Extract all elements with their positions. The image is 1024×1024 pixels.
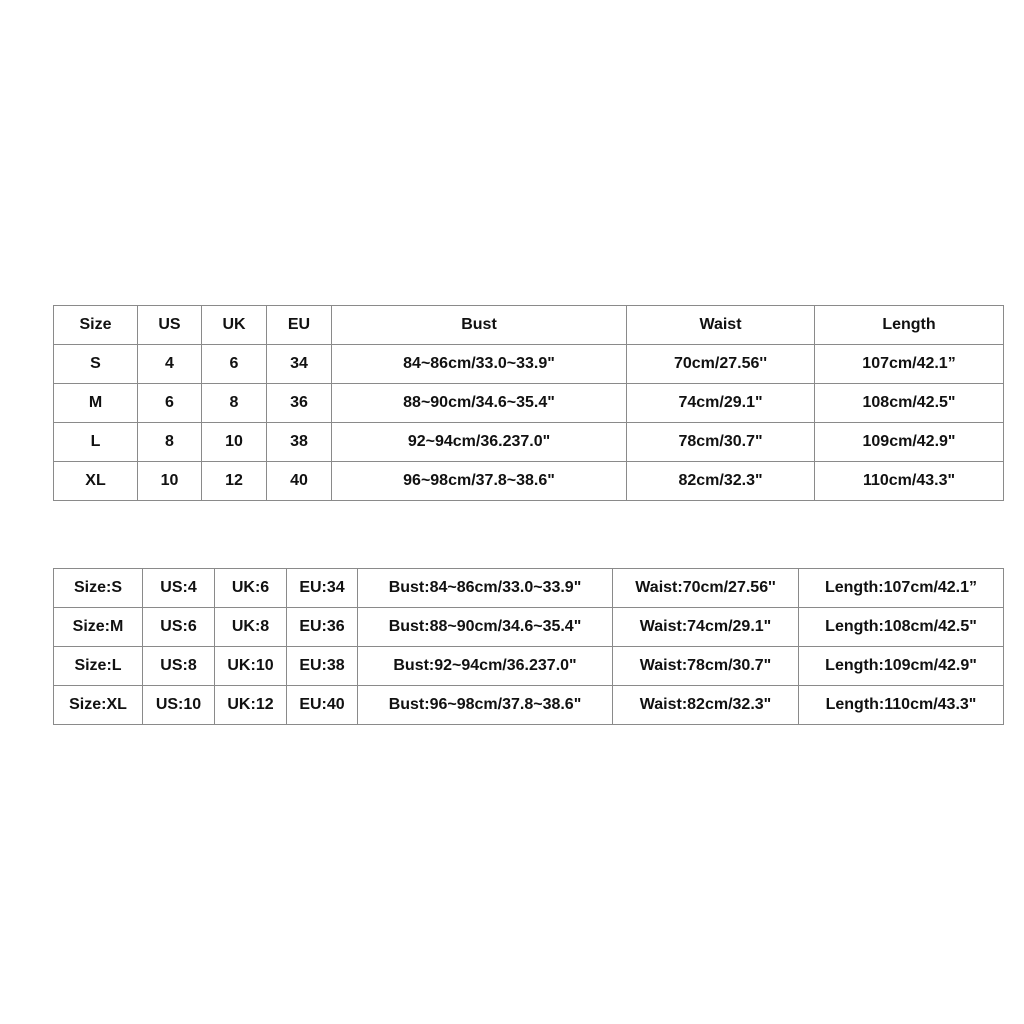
cell-length: Length:108cm/42.5" bbox=[799, 608, 1004, 647]
cell-uk: 10 bbox=[202, 423, 267, 462]
cell-eu: EU:38 bbox=[287, 647, 358, 686]
size-chart-table-labeled bbox=[53, 568, 1004, 725]
table-row bbox=[54, 462, 1004, 501]
cell-length: 108cm/42.5" bbox=[815, 384, 1004, 423]
cell-uk: 6 bbox=[202, 345, 267, 384]
cell-uk: UK:12 bbox=[215, 686, 287, 725]
table-row bbox=[54, 384, 1004, 423]
cell-waist: Waist:70cm/27.56'' bbox=[613, 569, 799, 608]
cell-us: 6 bbox=[138, 384, 202, 423]
cell-size: S bbox=[54, 345, 138, 384]
cell-size: XL bbox=[54, 462, 138, 501]
header-bust: Bust bbox=[332, 306, 627, 345]
cell-waist: Waist:78cm/30.7" bbox=[613, 647, 799, 686]
cell-size: Size:XL bbox=[54, 686, 143, 725]
cell-length: 109cm/42.9" bbox=[815, 423, 1004, 462]
cell-size: Size:M bbox=[54, 608, 143, 647]
table-row bbox=[54, 423, 1004, 462]
cell-eu: EU:34 bbox=[287, 569, 358, 608]
cell-bust: 84~86cm/33.0~33.9" bbox=[332, 345, 627, 384]
cell-us: US:4 bbox=[143, 569, 215, 608]
cell-eu: 34 bbox=[267, 345, 332, 384]
table-row bbox=[54, 608, 1004, 647]
size-chart-table-compact bbox=[53, 305, 1004, 501]
cell-waist: 82cm/32.3" bbox=[627, 462, 815, 501]
cell-waist: 70cm/27.56'' bbox=[627, 345, 815, 384]
cell-bust: Bust:84~86cm/33.0~33.9" bbox=[358, 569, 613, 608]
table-header-row bbox=[54, 306, 1004, 345]
cell-us: 10 bbox=[138, 462, 202, 501]
table-row bbox=[54, 345, 1004, 384]
table-row bbox=[54, 686, 1004, 725]
cell-waist: Waist:74cm/29.1" bbox=[613, 608, 799, 647]
cell-uk: 12 bbox=[202, 462, 267, 501]
table-row bbox=[54, 569, 1004, 608]
cell-uk: UK:6 bbox=[215, 569, 287, 608]
cell-uk: 8 bbox=[202, 384, 267, 423]
header-eu: EU bbox=[267, 306, 332, 345]
cell-length: Length:109cm/42.9" bbox=[799, 647, 1004, 686]
cell-bust: Bust:92~94cm/36.237.0" bbox=[358, 647, 613, 686]
cell-uk: UK:8 bbox=[215, 608, 287, 647]
header-uk: UK bbox=[202, 306, 267, 345]
cell-size: Size:L bbox=[54, 647, 143, 686]
header-waist: Waist bbox=[627, 306, 815, 345]
cell-bust: 96~98cm/37.8~38.6" bbox=[332, 462, 627, 501]
cell-waist: 78cm/30.7" bbox=[627, 423, 815, 462]
cell-us: 4 bbox=[138, 345, 202, 384]
cell-length: 107cm/42.1” bbox=[815, 345, 1004, 384]
cell-bust: Bust:96~98cm/37.8~38.6" bbox=[358, 686, 613, 725]
header-length: Length bbox=[815, 306, 1004, 345]
header-size: Size bbox=[54, 306, 138, 345]
cell-uk: UK:10 bbox=[215, 647, 287, 686]
cell-length: Length:107cm/42.1” bbox=[799, 569, 1004, 608]
cell-size: M bbox=[54, 384, 138, 423]
cell-us: 8 bbox=[138, 423, 202, 462]
cell-eu: 36 bbox=[267, 384, 332, 423]
cell-bust: 88~90cm/34.6~35.4" bbox=[332, 384, 627, 423]
cell-eu: EU:36 bbox=[287, 608, 358, 647]
cell-eu: 38 bbox=[267, 423, 332, 462]
cell-us: US:10 bbox=[143, 686, 215, 725]
cell-waist: Waist:82cm/32.3" bbox=[613, 686, 799, 725]
cell-us: US:6 bbox=[143, 608, 215, 647]
cell-bust: 92~94cm/36.237.0" bbox=[332, 423, 627, 462]
cell-bust: Bust:88~90cm/34.6~35.4" bbox=[358, 608, 613, 647]
cell-length: 110cm/43.3" bbox=[815, 462, 1004, 501]
cell-eu: EU:40 bbox=[287, 686, 358, 725]
cell-length: Length:110cm/43.3" bbox=[799, 686, 1004, 725]
header-us: US bbox=[138, 306, 202, 345]
cell-us: US:8 bbox=[143, 647, 215, 686]
cell-eu: 40 bbox=[267, 462, 332, 501]
cell-size: L bbox=[54, 423, 138, 462]
cell-waist: 74cm/29.1" bbox=[627, 384, 815, 423]
cell-size: Size:S bbox=[54, 569, 143, 608]
table-row bbox=[54, 647, 1004, 686]
